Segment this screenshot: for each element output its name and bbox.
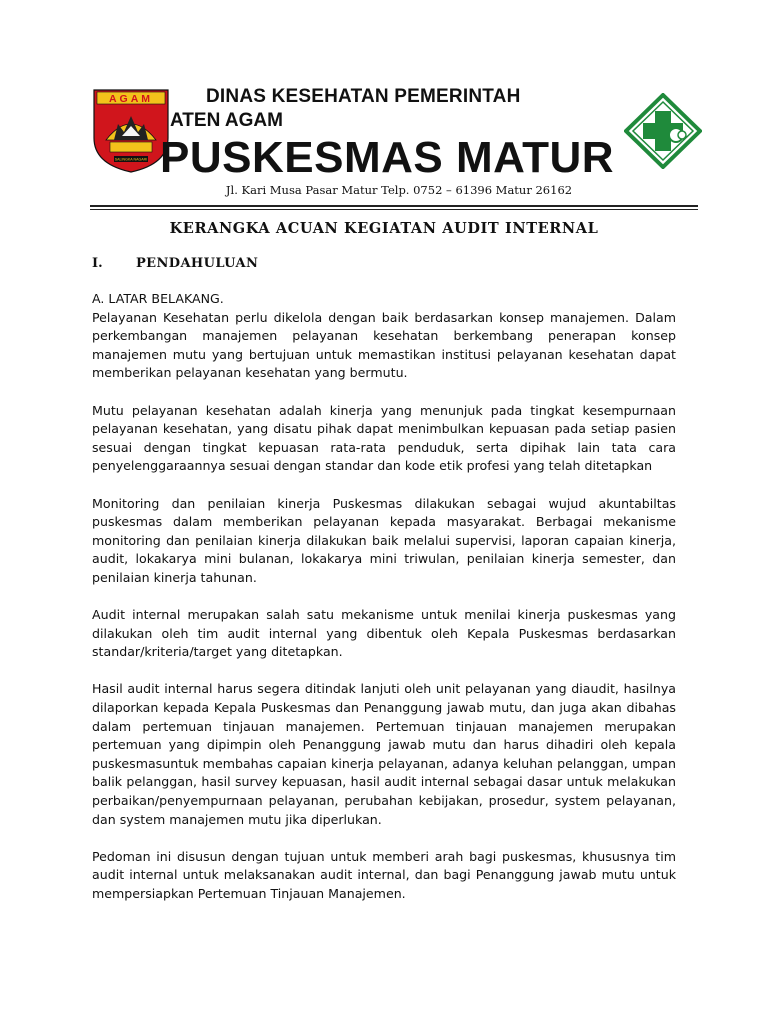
paragraph-5: Hasil audit internal harus segera ditindak lanjuti oleh unit pelayanan yang diaudit, hasilnya dilaporkan kepada Kepala Puskesmas dan Penanggung jawab mutu, dan juga akan dibahas dalam pertemuan tinjauan manajemen. Pertemuan tinjauan manajemen merupakan pertemuan yang dipimpin oleh Penanggung jawab mutu dan harus dihadiri oleh kepala puskesmasuntuk membahas capaian kinerja pelayanan, adanya keluhan pelanggan, umpan balik pelanggan, hasil survey kepuasan, hasil audit internal sebagai dasar untuk melakukan perbaikan/penyempurnaan pelayanan, perubahan kebijakan, prosedur, system pelayanan, dan system manajemen mutu jika diperlukan.	[92, 681, 676, 827]
paragraph-1: Pelayanan Kesehatan perlu dikelola dengan baik berdasarkan konsep manajemen. Dalam perkembangan manajemen pelayanan kesehatan berkembang penerapan konsep manajemen mutu yang bertujuan untuk memastikan institusi pelayanan kesehatan dapat memberikan pelayanan kesehatan yang bermutu.	[92, 309, 676, 381]
header-rule-thick	[90, 205, 698, 207]
section-number: I.	[92, 256, 103, 271]
subsection-heading: A. LATAR BELAKANG.	[92, 291, 224, 306]
header-rule-thin	[90, 209, 698, 210]
paragraph-4: Audit internal merupakan salah satu mekanisme untuk menilai kinerja puskesmas yang dilakukan oleh tim audit internal yang dibentuk oleh Kepala Puskesmas berdasarkan standar/kriteria/target yang ditetapkan.	[92, 607, 676, 660]
header-regency-line: ATEN AGAM	[170, 110, 283, 131]
paragraph-2: Mutu pelayanan kesehatan adalah kinerja yang menunjuk pada tingkat kesempurnaan pelayanan kesehatan, yang disatu pihak dapat menimbulkan kepuasan pada setiap pasien sesuai dengan tingkat kepuasan rata-rata penduduk, serta dipihak lain tata cara penyelenggaraannya sesuai dengan standar dan kode etik profesi yang telah ditetapkan	[92, 402, 676, 474]
puskesmas-cross-logo	[624, 93, 702, 169]
section-title: PENDAHULUAN	[136, 256, 259, 271]
logo-motto-text: SALINGKA NAGARI	[114, 157, 148, 162]
header-address: Jl. Kari Musa Pasar Matur Telp. 0752 – 61396 Matur 26162	[225, 183, 573, 197]
agam-emblem-logo	[92, 88, 170, 174]
logo-agam-text: AGAM	[108, 93, 154, 105]
paragraph-6: Pedoman ini disusun dengan tujuan untuk memberi arah bagi puskesmas, khususnya tim audit internal untuk melaksanakan audit internal, dan bagi Penanggung jawab mutu untuk mempersiapkan Pertemuan Tinjauan Manajemen.	[92, 848, 676, 901]
document-title: KERANGKA ACUAN KEGIATAN AUDIT INTERNAL	[169, 220, 599, 237]
header-agency-line: DINAS KESEHATAN PEMERINTAH	[206, 86, 521, 107]
letterhead	[0, 0, 768, 210]
paragraph-3: Monitoring dan penilaian kinerja Puskesmas dilakukan sebagai wujud akuntabiltas puskesmas dalam memberikan pelayanan kepada masyarakat. Berbagai mekanisme monitoring dan penilaian kinerja dilakukan baik melalui supervisi, laporan capaian kinerja, audit, lokakarya mini bulanan, lokakarya mini triwulan, penilaian kinerja semester, dan penilaian kinerja tahunan.	[92, 495, 676, 585]
document-body	[92, 290, 676, 904]
header-institution-name: PUSKESMAS MATUR	[160, 133, 615, 182]
